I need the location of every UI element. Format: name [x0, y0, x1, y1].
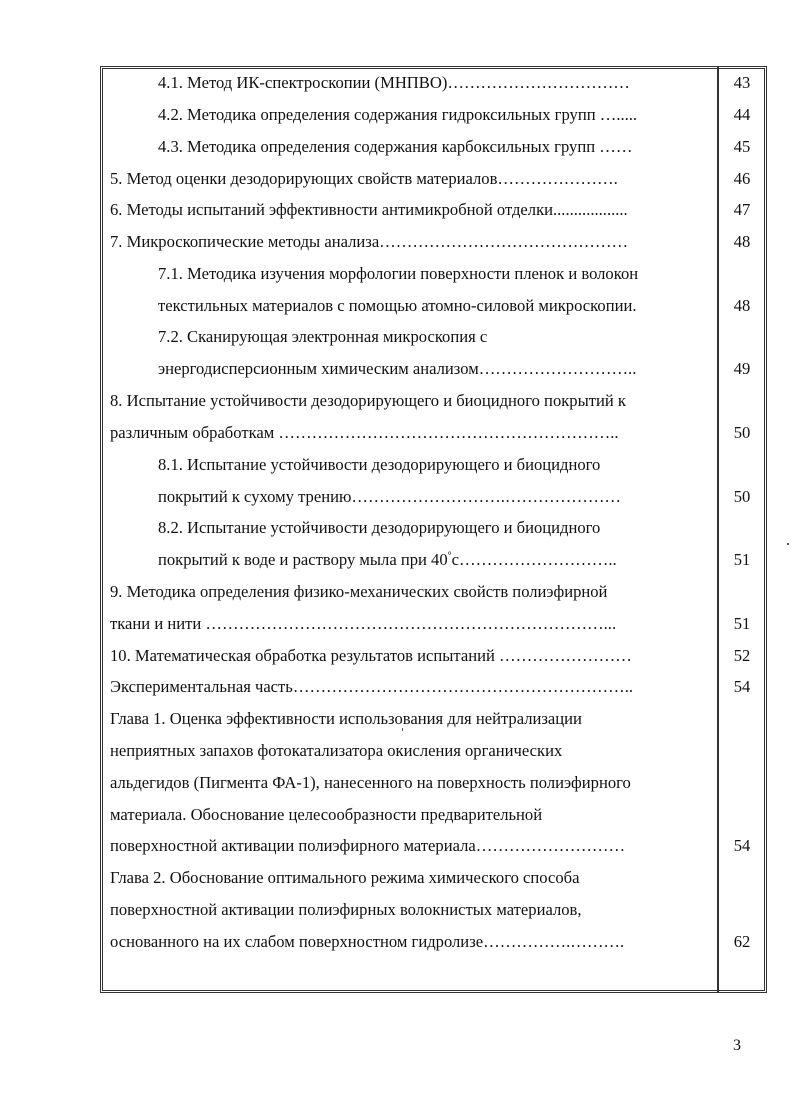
toc-entry-8: 8. Испытание устойчивости дезодорирующего и биоцидного покрытий к — [110, 391, 626, 410]
toc-page-4-2: 44 — [733, 105, 751, 124]
degree-sign: ° — [447, 550, 452, 562]
toc-page-8: 50 — [733, 423, 751, 442]
toc-entry-7: 7. Микроскопические методы анализа……………………………………… — [110, 232, 629, 251]
toc-entry-9-cont: ткани и нити ………………………………………………………………... — [110, 614, 617, 633]
toc-page-6: 47 — [733, 200, 751, 219]
toc-entry-chapter-1: Глава 1. Оценка эффективности использования для нейтрализации — [110, 709, 582, 728]
toc-page-7-1: 48 — [733, 296, 751, 315]
toc-entry-8-cont: различным обработкам …………………………………………………….. — [110, 423, 619, 442]
toc-entry-8-2-cont-text: покрытий к воде и раствору мыла при 40 — [158, 550, 448, 569]
toc-page-8-2: 51 — [733, 550, 751, 569]
page-column-divider — [717, 66, 719, 993]
toc-page-9: 51 — [733, 614, 751, 633]
toc-entry-chapter-1-cont-4: поверхностной активации полиэфирного материала……………………… — [110, 836, 626, 855]
toc-entry-chapter-1-cont-3: материала. Обоснование целесообразности предварительной — [110, 805, 543, 824]
toc-entry-8-1: 8.1. Испытание устойчивости дезодорирующего и биоцидного — [158, 455, 601, 474]
toc-page-5: 46 — [733, 169, 751, 188]
toc-entry-chapter-1-cont-2: альдегидов (Пигмента ФА-1), нанесенного на поверхность полиэфирного — [110, 773, 631, 792]
toc-page-4-1: 43 — [733, 73, 751, 92]
toc-entry-9: 9. Методика определения физико-механических свойств полиэфирной — [110, 582, 608, 601]
toc-page-8-1: 50 — [733, 487, 751, 506]
toc-entry-8-2-cont — [158, 549, 617, 571]
toc-entry-7-1: 7.1. Методика изучения морфологии поверхности пленок и волокон — [158, 264, 639, 283]
toc-entry-7-2-cont: энергодисперсионным химическим анализом……………………….. — [158, 359, 637, 378]
toc-page-10: 52 — [733, 646, 751, 665]
toc-entry-4-3: 4.3. Методика определения содержания карбоксильных групп …… — [158, 137, 633, 156]
page-number: 3 — [733, 1037, 741, 1054]
toc-entry-8-2-cont-tail: с……………………….. — [451, 550, 617, 569]
toc-page-7-2: 49 — [733, 359, 751, 378]
toc-entry-4-1: 4.1. Метод ИК-спектроскопии (МНПВО)…………………………… — [158, 73, 630, 92]
toc-entry-7-2: 7.2. Сканирующая электронная микроскопия с — [158, 327, 488, 346]
toc-entry-4-2: 4.2. Методика определения содержания гидроксильных групп …..... — [158, 105, 638, 124]
scan-artifact — [787, 543, 789, 545]
toc-entry-chapter-2-cont-2: основанного на их слабом поверхностном гидролизе…………….………. — [110, 932, 625, 951]
toc-entry-6: 6. Методы испытаний эффективности антимикробной отделки.................. — [110, 200, 628, 219]
toc-page-7: 48 — [733, 232, 751, 251]
toc-page-experimental: 54 — [733, 677, 751, 696]
toc-entry-8-2: 8.2. Испытание устойчивости дезодорирующего и биоцидного — [158, 518, 601, 537]
toc-page-chapter-2: 62 — [733, 932, 751, 951]
toc-entry-experimental: Экспериментальная часть…………………………………………………….. — [110, 677, 634, 696]
toc-entry-chapter-1-cont-1: неприятных запахов фотокатализатора окисления органических — [110, 741, 563, 760]
toc-entry-7-1-cont: текстильных материалов с помощью атомно-силовой микроскопии. — [158, 296, 637, 315]
toc-entry-chapter-2-cont-1: поверхностной активации полиэфирных волокнистых материалов, — [110, 900, 582, 919]
toc-page-4-3: 45 — [733, 137, 751, 156]
toc-page-chapter-1: 54 — [733, 836, 751, 855]
toc-entry-chapter-2: Глава 2. Обоснование оптимального режима химического способа — [110, 868, 580, 887]
toc-entry-5: 5. Метод оценки дезодорирующих свойств материалов…………………. — [110, 169, 618, 188]
toc-entry-10: 10. Математическая обработка результатов испытаний …………………… — [110, 646, 632, 665]
toc-entry-8-1-cont: покрытий к сухому трению……………………….………………… — [158, 487, 622, 506]
scan-artifact-tick — [402, 728, 403, 731]
